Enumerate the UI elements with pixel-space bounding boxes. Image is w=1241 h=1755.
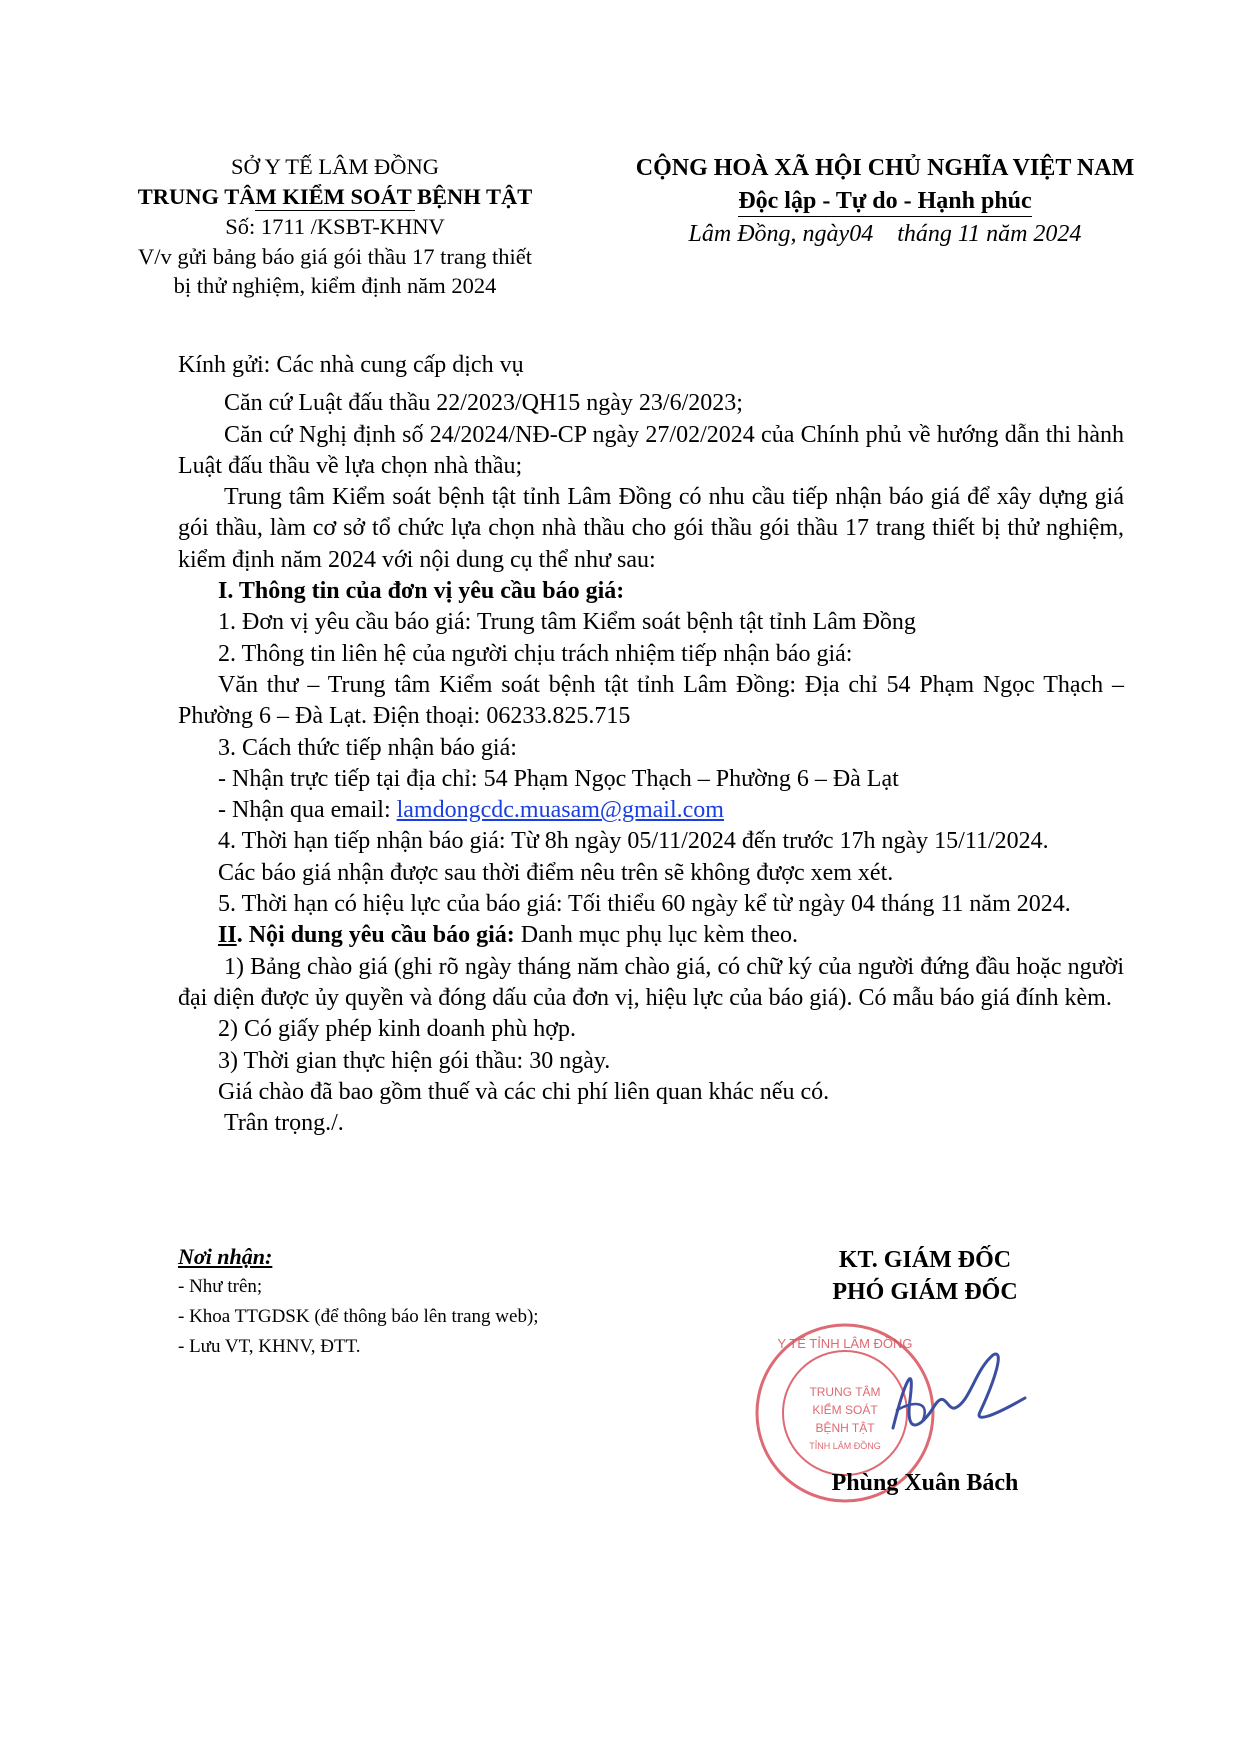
organization-text: TRUNG TÂM KIỂM SOÁT BỆNH TẬT [137,184,533,209]
contact-info: Văn thư – Trung tâm Kiểm soát bệnh tật tỉnh Lâm Đồng: Địa chỉ 54 Phạm Ngọc Thạch – Phường 6 – Đà Lạt. Điện thoại: 06233.825.715 [178,671,1124,730]
recipient-item: - Khoa TTGDSK (để thông báo lên trang web); [178,1306,539,1327]
organization-underline [255,210,415,211]
salutation: Kính gửi: Các nhà cung cấp dịch vụ [178,352,524,378]
handwritten-signature [875,1340,1035,1450]
header-right [605,152,1165,251]
legal-basis-2: Căn cứ Nghị định số 24/2024/NĐ-CP ngày 27/02/2024 của Chính phủ về hướng dẫn thi hành Luật đấu thầu về lựa chọn nhà thầu; [178,421,1124,479]
requirement-1: 1) Bảng chào giá (ghi rõ ngày tháng năm chào giá, có chữ ký của người đứng đầu hoặc người đại diện được ủy quyền và đóng dấu của đơn vị, hiệu lực của báo giá). Có mẫu báo giá đính kèm. [178,953,1124,1011]
agency-name: SỞ Y TẾ LÂM ĐỒNG [231,154,439,179]
section-2-rest: Danh mục phụ lục kèm theo. [514,922,799,949]
requirement-2: 2) Có giấy phép kinh doanh phù hợp. [218,1016,576,1043]
motto-line [605,185,1165,218]
date-line: Lâm Đồng, ngày04 tháng 11 năm 2024 [688,221,1082,247]
stamp-line: TRUNG TÂM [809,1385,881,1399]
stamp-line: KIỂM SOÁT [812,1403,878,1417]
stamp-line: TỈNH LÂM ĐỒNG [809,1441,881,1451]
signer-name: Phùng Xuân Bách [831,1470,1019,1496]
stamp-line: BỆNH TẬT [815,1421,875,1435]
recipient-item: - Lưu VT, KHNV, ĐTT. [178,1336,361,1357]
subject-line-2: bị thử nghiệm, kiểm định năm 2024 [173,273,497,298]
signature-stroke [893,1354,1025,1428]
section-1-title: I. Thông tin của đơn vị yêu cầu báo giá: [218,578,625,605]
country-name: CỘNG HOÀ XÃ HỘI CHỦ NGHĨA VIỆT NAM [635,155,1135,181]
recipients-title: Nơi nhận: [178,1244,273,1269]
stamp-ring-text: Y TẾ TỈNH LÂM ĐỒNG [777,1336,913,1351]
item-2: 2. Thông tin liên hệ của người chịu trách nhiệm tiếp nhận báo giá: [218,640,853,667]
recipient-item: - Như trên; [178,1276,263,1297]
organization-name [115,182,555,212]
signer-role-1: KT. GIÁM ĐỐC [838,1247,1012,1273]
email-link[interactable]: lamdongcdc.muasam@gmail.com [396,797,724,824]
motto-text: Độc lập - Tự do - Hạnh phúc [738,188,1032,214]
item-5: 5. Thời hạn có hiệu lực của báo giá: Tối thiểu 60 ngày kể từ ngày 04 tháng 11 năm 2024. [218,891,1071,918]
item-1: 1. Đơn vị yêu cầu báo giá: Trung tâm Kiểm soát bệnh tật tỉnh Lâm Đồng [218,609,916,636]
document-body [178,350,1124,1139]
receive-direct: - Nhận trực tiếp tại địa chỉ: 54 Phạm Ngọc Thạch – Phường 6 – Đà Lạt [218,765,899,792]
section-2-title: . Nội dung yêu cầu báo giá: [236,922,515,949]
late-note: Các báo giá nhận được sau thời điểm nêu trên sẽ không được xem xét. [218,859,894,886]
recipients-block [178,1242,698,1362]
receive-email [178,795,1124,826]
motto-underline [738,216,1031,217]
item-3: 3. Cách thức tiếp nhận báo giá: [218,734,517,761]
legal-basis-1: Căn cứ Luật đấu thầu 22/2023/QH15 ngày 23/6/2023; [224,390,743,417]
section-2-number: II [218,922,237,949]
subject-line-1: V/v gửi bảng báo giá gói thầu 17 trang thiết [138,244,532,269]
requirement-3: 3) Thời gian thực hiện gói thầu: 30 ngày. [218,1047,611,1074]
closing: Trân trọng./. [224,1110,344,1137]
section-2 [178,920,1124,951]
motto [738,185,1031,218]
document-number: Số: 1711 /KSBT-KHNV [225,214,445,239]
item-4: 4. Thời hạn tiếp nhận báo giá: Từ 8h ngày 05/11/2024 đến trước 17h ngày 15/11/2024. [218,828,1049,855]
signer-role-2: PHÓ GIÁM ĐỐC [832,1279,1018,1305]
header-left [115,152,555,300]
price-note: Giá chào đã bao gồm thuế và các chi phí liên quan khác nếu có. [218,1078,830,1105]
intro-paragraph: Trung tâm Kiểm soát bệnh tật tỉnh Lâm Đồng có nhu cầu tiếp nhận báo giá để xây dựng giá gói thầu, làm cơ sở tổ chức lựa chọn nhà thầu cho gói thầu gói thầu 17 trang thiết bị thử nghiệm, kiểm định năm 2024 với nội dung cụ thể như sau: [178,484,1124,573]
signature-roles [765,1244,1085,1308]
receive-email-label: - Nhận qua email: [218,797,397,824]
